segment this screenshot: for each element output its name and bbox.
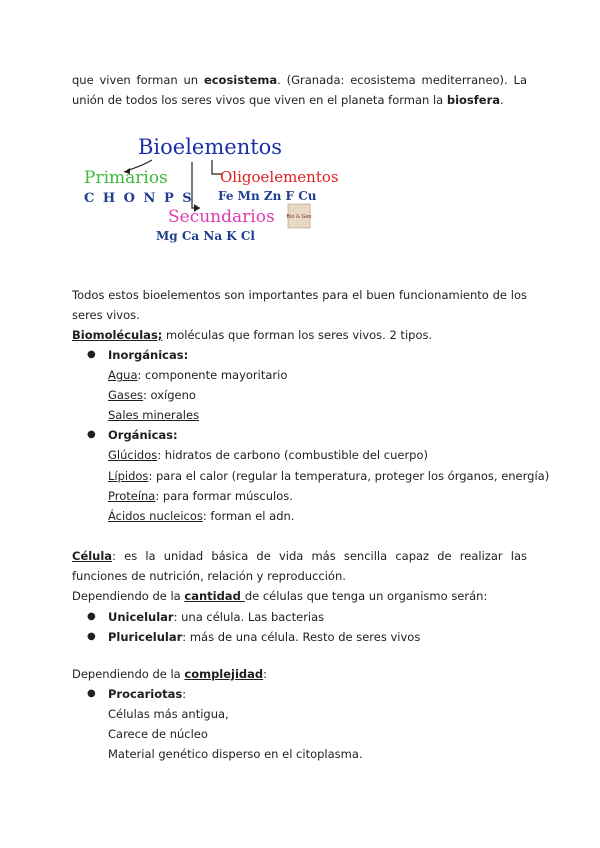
- item-term: Ácidos nucleicos: [108, 509, 203, 523]
- list-item: [108, 445, 428, 465]
- item-term: Lípidos: [108, 469, 149, 483]
- item-term: Agua: [108, 368, 138, 382]
- bullet-icon: ●: [87, 688, 96, 699]
- cantidad-line: Dependiendo de la cantidad de células que tenga un organismo serán:: [72, 589, 488, 603]
- cantidad-term: cantidad: [184, 589, 245, 603]
- item-term: Glúcidos: [108, 448, 158, 462]
- item-text: : forman el adn.: [202, 509, 295, 523]
- unicelular-item: Unicelular: una célula. Las bacterias: [108, 610, 325, 624]
- oligoelementos-list: Fe Mn Zn F Cu: [218, 189, 317, 203]
- todos-paragraph: Todos estos bioelementos son importantes para el buen funcionamiento de los seres vivos.: [72, 288, 527, 322]
- pluricelular-item: Pluricelular: más de una célula. Resto de seres vivos: [108, 630, 421, 644]
- biosfera-term: biosfera: [446, 93, 501, 107]
- oligoelementos-label: Oligoelementos: [220, 168, 339, 186]
- bullet-icon: ●: [87, 631, 96, 642]
- biomoleculas-term: Biomoléculas;: [72, 328, 163, 342]
- intro-paragraph: [72, 70, 527, 110]
- item-term: Gases: [108, 388, 144, 402]
- biomoleculas-line: [72, 325, 432, 345]
- intro-text-end: .: [500, 93, 504, 107]
- list-item: [108, 506, 294, 526]
- list-item: [108, 365, 287, 385]
- intro-text: que viven forman un: [72, 73, 204, 87]
- primarios-label: Primarios: [84, 168, 168, 188]
- complejidad-term: complejidad: [184, 667, 264, 681]
- list-item: [108, 466, 549, 486]
- ecosistema-term: ecosistema: [203, 73, 278, 87]
- secundarios-list: Mg Ca Na K Cl: [156, 229, 255, 243]
- bioelementos-svg: [80, 130, 339, 246]
- list-item: [108, 486, 293, 506]
- celula-term: Célula: [72, 549, 113, 563]
- item-text: : oxígeno: [143, 388, 196, 402]
- list-item: [108, 405, 199, 425]
- list-item: [108, 385, 196, 405]
- item-text: : para formar músculos.: [155, 489, 293, 503]
- item-term: Proteína: [108, 489, 156, 503]
- organicas-heading: Orgánicas:: [108, 428, 178, 442]
- list-item: Material genético disperso en el citoplasma.: [108, 747, 363, 761]
- item-text: : componente mayoritario: [137, 368, 288, 382]
- list-item: Células más antigua,: [108, 707, 229, 721]
- inorganicas-heading: Inorgánicas:: [108, 348, 189, 362]
- celula-text: : es la unidad básica de vida más sencilla capaz de realizar las funciones de nutrición, relación y reproducción.: [72, 549, 527, 583]
- complejidad-line: Dependiendo de la complejidad:: [72, 667, 268, 681]
- celula-paragraph: [72, 546, 527, 586]
- item-text: : para el calor (regular la temperatura, proteger los órganos, energía): [148, 469, 550, 483]
- procariotas-heading: Procariotas:: [108, 687, 187, 701]
- bullet-icon: ●: [87, 349, 96, 360]
- bullet-icon: ●: [87, 611, 96, 622]
- list-item: Carece de núcleo: [108, 727, 208, 741]
- item-term: Sales minerales: [108, 408, 200, 422]
- primarios-list: C H O N P S: [84, 191, 194, 206]
- item-text: : hidratos de carbono (combustible del cuerpo): [157, 448, 428, 462]
- logo-badge-icon: [287, 204, 312, 228]
- intro-text-mid: . (Granada: ecosistema mediterraneo). La unión de todos los seres vivos que viven en el planeta forman la: [72, 73, 527, 107]
- badge-text: Bio & Geo: [286, 214, 312, 220]
- diagram-title: Bioelementos: [138, 135, 283, 159]
- bullet-icon: ●: [87, 429, 96, 440]
- bioelementos-diagram: [80, 130, 339, 246]
- secundarios-label: Secundarios: [168, 207, 275, 227]
- biomoleculas-text: moléculas que forman los seres vivos. 2 tipos.: [162, 328, 433, 342]
